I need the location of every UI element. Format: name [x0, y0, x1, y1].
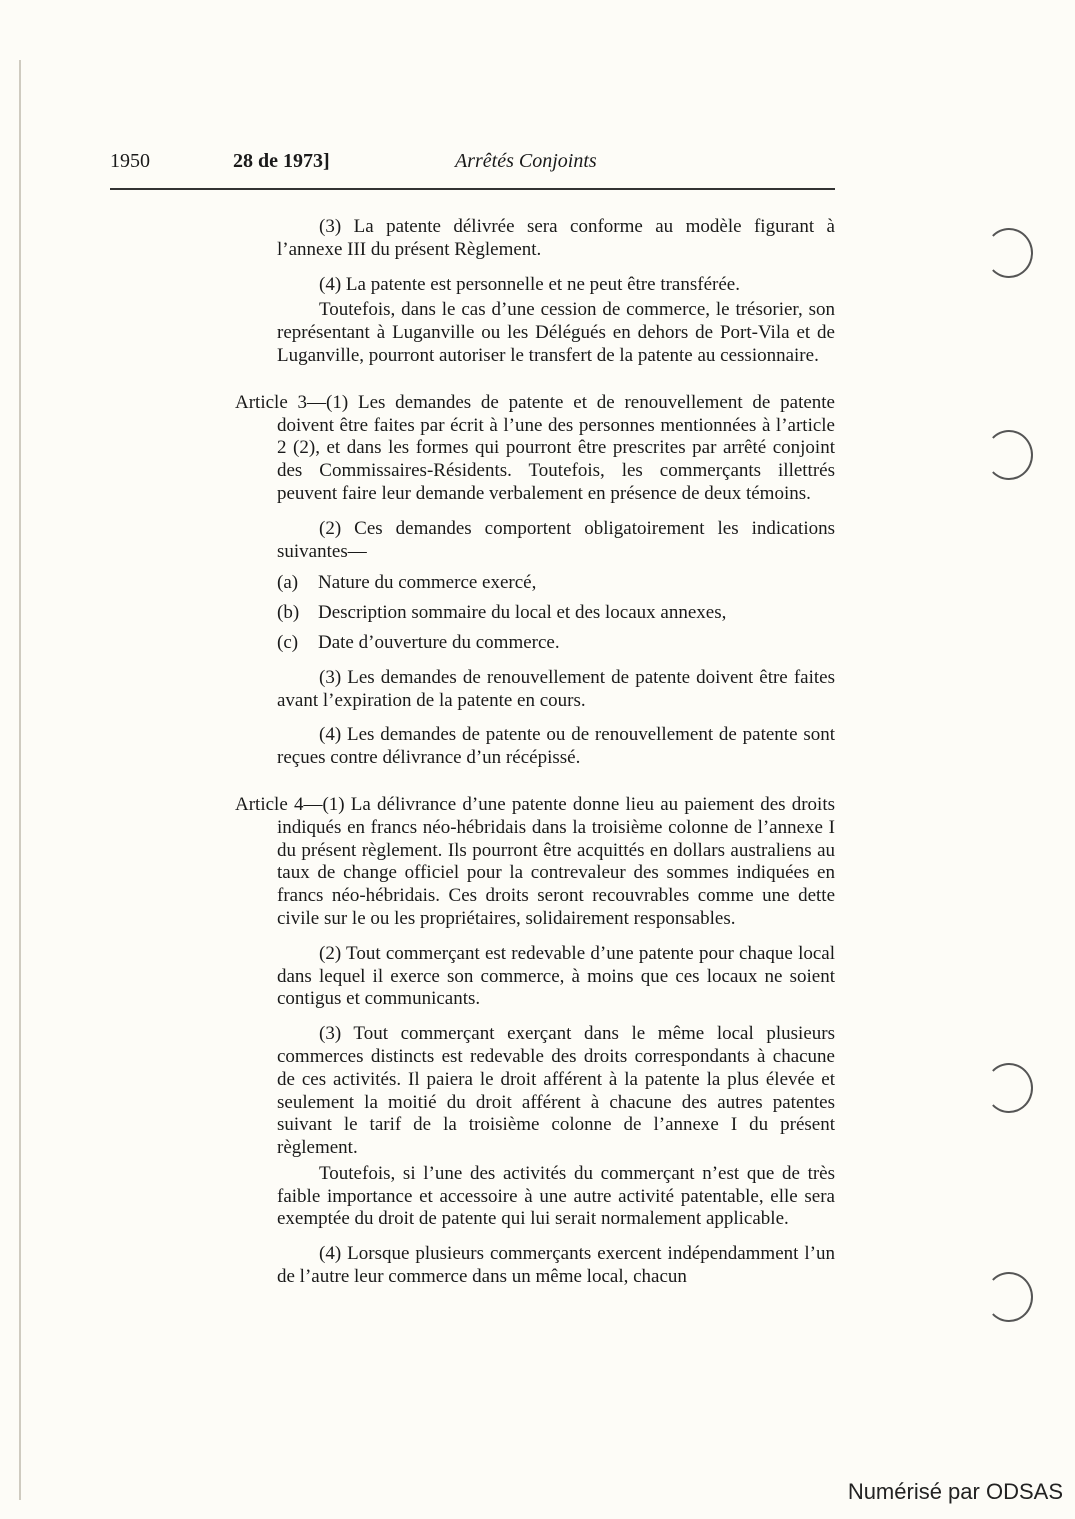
body-text [235, 216, 835, 1289]
list-item-text: Date d’ouverture du commerce. [318, 631, 560, 653]
article-4: Article 4—(1) La délivrance d’une patente donne lieu au paiement des droits indiqués en francs néo-hébridais dans la troisième colonne de l’annexe I du présent règlement. Ils pourront être acquittés en dollars australiens au taux de change officiel pour la contrevaleur des sommes indiquées en francs néo-hébridais. Ces droits seront recouvrables comme une dette civile sur le ou les propriétaires, solidairement responsables. [235, 793, 835, 929]
running-header [110, 150, 835, 180]
header-title: Arrêtés Conjoints [455, 150, 597, 172]
list-item-label: (c) [277, 631, 299, 653]
paragraph: (4) La patente est personnelle et ne peut être transférée. [319, 273, 740, 295]
binder-hole [985, 430, 1033, 480]
binder-hole [985, 1272, 1033, 1322]
list-item-label: (b) [277, 602, 300, 624]
paragraph: (2) Tout commerçant est redevable d’une patente pour chaque local dans lequel il exerce son commerce, à moins que ces locaux ne soient contigus et communicants. [277, 942, 835, 1010]
header-rule [110, 188, 835, 190]
list-item [277, 632, 835, 655]
paragraph: (2) Ces demandes comportent obligatoirement les indications suivantes— [277, 517, 835, 562]
paragraph: (3) Les demandes de renouvellement de patente doivent être faites avant l’expiration de la patente en cours. [277, 666, 835, 711]
paragraph: Toutefois, dans le cas d’une cession de commerce, le trésorier, son représentant à Luganville ou les Délégués en dehors de Port-Vila et de Luganville, pourront autoriser le transfert de la patente au cessionnaire. [277, 299, 835, 366]
list-item-label: (a) [277, 572, 299, 594]
list-item [277, 602, 835, 625]
binder-hole [985, 1063, 1033, 1113]
article-3: Article 3—(1) Les demandes de patente et de renouvellement de patente doivent être faites par écrit à l’une des personnes mentionnées à l’article 2 (2), et dans les formes qui pourront être prescrites par arrêté conjoint des Commissaires-Résidents. Toutefois, les commerçants illettrés peuvent faire leur demande verbalement en présence de deux témoins. [235, 391, 835, 504]
list-item [277, 572, 835, 595]
paragraph: (3) La patente délivrée sera conforme au modèle figurant à l’annexe III du présent Règlement. [277, 216, 835, 260]
paragraph: Toutefois, si l’une des activités du commerçant n’est que de très faible importance et accessoire à une autre activité patentable, elle sera exemptée du droit de patente qui lui serait normalement applicable. [277, 1162, 835, 1230]
paragraph: (4) Les demandes de patente ou de renouvellement de patente sont reçues contre délivrance d’un récépissé. [277, 724, 835, 769]
page-number: 1950 [110, 150, 150, 172]
list-item-text: Description sommaire du local et des locaux annexes, [318, 602, 727, 624]
paragraph: (3) Tout commerçant exerçant dans le même local plusieurs commerces distincts est redevable des droits correspondants à chacune de ces activités. Il paiera le droit afférent à la patente la plus élevée et seulement la moitié du droit afférent à chacune des autres patentes suivant le tarif de la troisième colonne de l’annexe I du présent règlement. [277, 1023, 835, 1159]
page-edge [19, 60, 21, 1500]
list-item-text: Nature du commerce exercé, [318, 572, 537, 594]
law-reference: 28 de 1973] [233, 150, 330, 172]
binder-hole [985, 228, 1033, 278]
digitization-watermark: Numérisé par ODSAS [847, 1479, 1063, 1504]
paragraph: (4) Lorsque plusieurs commerçants exercent indépendamment l’un de l’autre leur commerce dans un même local, chacun [277, 1243, 835, 1288]
